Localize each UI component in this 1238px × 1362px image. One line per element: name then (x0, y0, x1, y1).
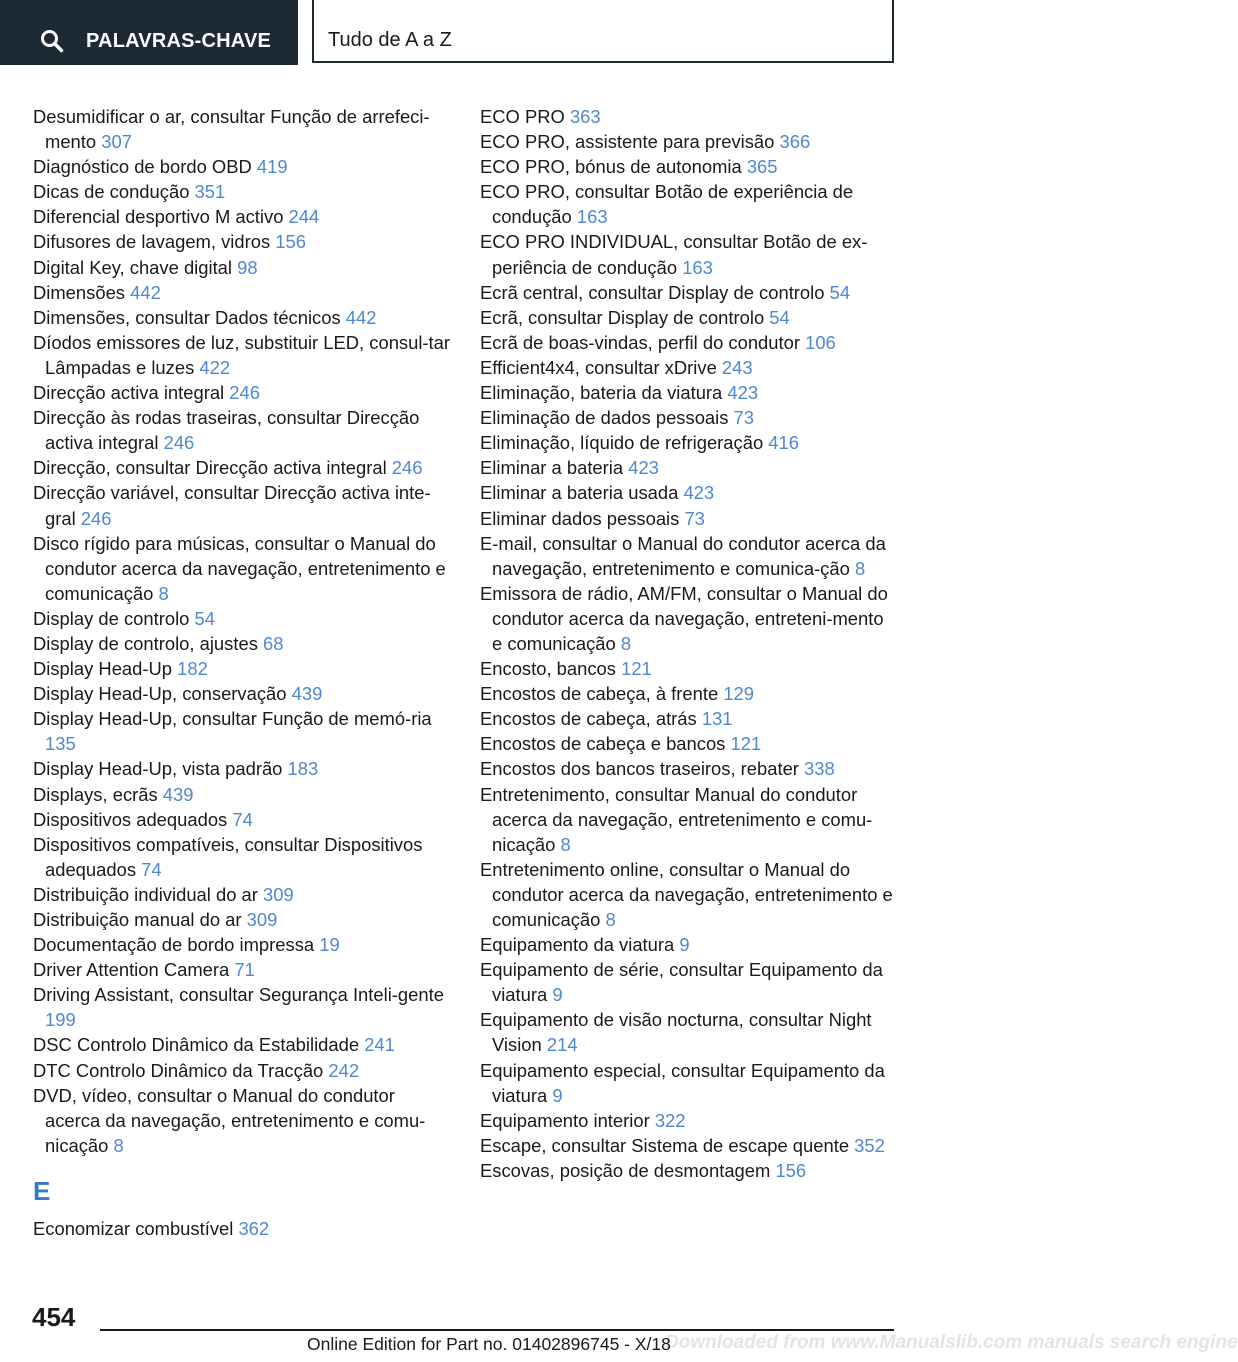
page-reference-link[interactable]: 9 (552, 984, 563, 1006)
keyword-search-tab[interactable] (0, 0, 298, 65)
index-entry (33, 656, 453, 681)
index-entry (33, 706, 453, 756)
page-reference-link[interactable]: 242 (328, 1059, 360, 1081)
index-entry (480, 957, 898, 1007)
keyword-tab-label: PALAVRAS-CHAVE (86, 30, 272, 52)
page-reference-link[interactable]: 241 (364, 1034, 395, 1056)
page-reference-link[interactable]: 163 (682, 256, 713, 278)
page-reference-link[interactable]: 98 (237, 256, 258, 278)
index-entry-text: Direcção às rodas traseiras, consultar Direcção activa integral (33, 407, 420, 454)
index-entry (480, 706, 898, 731)
page-reference-link[interactable]: 439 (162, 783, 194, 805)
index-entry (480, 229, 898, 279)
index-entry-text: Ecrã, consultar Display de controlo (480, 306, 770, 328)
index-entry-text: Eliminação, líquido de refrigeração (480, 432, 769, 454)
index-entry-text: Eliminação de dados pessoais (480, 407, 734, 429)
index-entry-text: Display Head-Up, vista padrão (33, 758, 288, 780)
index-entry-text: Direcção, consultar Direcção activa integral (33, 457, 392, 479)
page-reference-link[interactable]: 8 (605, 909, 616, 930)
index-entry (33, 179, 453, 204)
index-entry (480, 857, 898, 932)
index-entry-text: Driving Assistant, consultar Segurança Inteli-gente (33, 984, 444, 1006)
index-entry (33, 606, 453, 631)
index-entry-text: Display de controlo (33, 607, 195, 629)
page-reference-link[interactable]: 309 (246, 909, 278, 930)
index-entry-text: Entretenimento online, consultar o Manual do condutor acerca da navegação, entretenimento e comunicação (480, 858, 893, 930)
index-entry-text: Ecrã central, consultar Display de controlo (480, 281, 830, 303)
index-entry-text: Eliminar a bateria usada (480, 482, 684, 504)
index-entry (480, 104, 898, 129)
index-entry-text: Eliminar dados pessoais (480, 507, 685, 529)
index-entry (33, 957, 453, 982)
page-reference-link[interactable]: 8 (854, 557, 866, 579)
page-reference-link[interactable]: 244 (288, 206, 320, 228)
index-entry (480, 280, 898, 305)
page-reference-link[interactable]: 54 (829, 281, 851, 303)
page-reference-link[interactable]: 73 (733, 407, 755, 429)
index-entry-text: Escape, consultar Sistema de escape quente (480, 1134, 855, 1156)
page-reference-link[interactable]: 422 (199, 356, 231, 378)
page-reference-link[interactable]: 156 (275, 231, 306, 253)
page-reference-link[interactable]: 131 (701, 708, 733, 730)
index-entry-text: Display de controlo, ajustes (33, 632, 263, 654)
index-entry (33, 480, 453, 530)
page-reference-link[interactable]: 307 (101, 131, 132, 153)
index-entry (33, 907, 453, 932)
page-reference-link[interactable]: 243 (721, 356, 753, 378)
page-reference-link[interactable]: 214 (546, 1034, 578, 1056)
index-entry-text: Display Head-Up, consultar Função de memó-ria (33, 708, 432, 730)
page-reference-link[interactable]: 442 (345, 306, 377, 328)
page-reference-link[interactable]: 246 (80, 507, 112, 529)
section-letter: E (33, 1175, 51, 1206)
index-entry-text: Efficient4x4, consultar xDrive (480, 356, 722, 378)
page-reference-link[interactable]: 182 (177, 658, 208, 680)
index-entry (480, 305, 898, 330)
page-reference-link[interactable]: 8 (620, 632, 632, 654)
index-entry-text: Ecrã de boas-vindas, perfil do condutor (480, 331, 806, 353)
index-entry-text: ECO PRO (480, 106, 570, 127)
index-entry-text: Encostos de cabeça, atrás (480, 708, 702, 730)
page-reference-link[interactable]: 423 (628, 457, 659, 479)
index-entry (33, 455, 453, 480)
index-entry-text: Equipamento da viatura (480, 934, 680, 956)
page-reference-link[interactable]: 183 (287, 758, 319, 780)
page-reference-link[interactable]: 246 (163, 432, 195, 454)
index-entry (33, 631, 453, 656)
page-reference-link[interactable]: 423 (683, 482, 715, 504)
index-entry-text: Direcção activa integral (33, 382, 230, 404)
page-reference-link[interactable]: 135 (45, 733, 76, 755)
page-reference-link[interactable]: 246 (391, 457, 423, 479)
page-reference-link[interactable]: 121 (621, 658, 652, 680)
index-entry (33, 1083, 453, 1158)
page-reference-link[interactable]: 106 (805, 331, 836, 353)
index-entry-text: Dimensões, consultar Dados técnicos (33, 306, 346, 328)
index-entry (480, 355, 898, 380)
index-entry-text: ECO PRO, consultar Botão de experiência de condução (480, 181, 854, 228)
index-entry-text: Direcção variável, consultar Direcção activa inte-gral (33, 482, 431, 529)
index-entry-text: Dimensões (33, 281, 131, 303)
index-entry (480, 731, 898, 756)
index-entry-text: Dispositivos compatíveis, consultar Dispositivos adequados (33, 833, 423, 880)
index-entry (33, 280, 453, 305)
page-reference-link[interactable]: 163 (576, 206, 608, 228)
index-entry-text: Encostos dos bancos traseiros, rebater (480, 758, 805, 780)
page-reference-link[interactable]: 9 (552, 1084, 563, 1106)
index-entry-text: Eliminar a bateria (480, 457, 629, 479)
page-reference-link[interactable]: 442 (130, 281, 161, 303)
index-entry (480, 1133, 898, 1158)
page-reference-link[interactable]: 156 (775, 1159, 807, 1181)
page-reference-link[interactable]: 362 (238, 1217, 270, 1239)
index-entry-text: Encosto, bancos (480, 658, 622, 680)
index-entry (33, 882, 453, 907)
index-entry (480, 1108, 898, 1133)
index-entry-text: Entretenimento, consultar Manual do condutor acerca da navegação, entretenimento e comu-nicação (480, 783, 873, 855)
page-reference-link[interactable]: 54 (194, 607, 215, 629)
index-entry-text: Display Head-Up, conservação (33, 683, 292, 705)
index-entry (33, 255, 453, 280)
index-entry (33, 832, 453, 882)
index-entry-text: Desumidificar o ar, consultar Função de arrefeci-mento (33, 106, 430, 153)
index-entry-text: Equipamento de série, consultar Equipamento da viatura (480, 959, 883, 1006)
index-entry (480, 756, 898, 781)
index-entry-text: DVD, vídeo, consultar o Manual do condutor acerca da navegação, entretenimento e comu-nicação (33, 1084, 426, 1156)
index-entry (480, 179, 898, 229)
index-entry-text: Equipamento interior (480, 1109, 655, 1131)
index-entry (33, 782, 453, 807)
index-entry-text: ECO PRO, assistente para previsão (480, 131, 780, 153)
page-reference-link[interactable]: 68 (263, 632, 284, 654)
page-reference-link[interactable]: 419 (256, 156, 288, 178)
index-entry-text: Documentação de bordo impressa (33, 934, 320, 956)
index-entry-text: Emissora de rádio, AM/FM, consultar o Manual do condutor acerca da navegação, entreteni-mento e comunicação (480, 582, 888, 654)
index-entry-text: Equipamento de visão nocturna, consultar Night Vision (480, 1009, 872, 1056)
index-entry-text: Economizar combustível (33, 1217, 239, 1239)
index-entry (480, 1158, 898, 1183)
page-reference-link[interactable]: 338 (804, 758, 835, 780)
page-reference-link[interactable]: 73 (684, 507, 705, 529)
page-reference-link[interactable]: 54 (769, 306, 790, 328)
index-entry-text: Dicas de condução (33, 181, 195, 203)
index-entry (33, 681, 453, 706)
index-entry (33, 104, 453, 154)
page-reference-link[interactable]: 423 (727, 382, 759, 404)
index-entry-text: Difusores de lavagem, vidros (33, 231, 276, 253)
page-number: 454 (32, 1302, 76, 1332)
index-entry (33, 380, 453, 405)
index-entry-text: Equipamento especial, consultar Equipamento da viatura (480, 1059, 885, 1106)
index-column-left (33, 104, 453, 1241)
index-entry (33, 229, 453, 254)
index-entry (480, 480, 898, 505)
page-reference-link[interactable]: 74 (141, 858, 162, 880)
index-entry (480, 129, 898, 154)
index-entry (480, 405, 898, 430)
search-icon (40, 29, 64, 53)
page-reference-link[interactable]: 8 (158, 582, 169, 604)
page-reference-link[interactable]: 365 (746, 156, 778, 178)
index-entry (33, 932, 453, 957)
index-entry (480, 932, 898, 957)
section-header-label: Tudo de A a Z (328, 29, 452, 51)
watermark-text: Downloaded from www.Manualslib.com manuals search engine (665, 1332, 1238, 1353)
index-entry-text: DSC Controlo Dinâmico da Estabilidade (33, 1034, 365, 1056)
page-reference-link[interactable]: 246 (229, 382, 260, 404)
index-entry (480, 330, 898, 355)
page-reference-link[interactable]: 309 (263, 883, 294, 905)
index-entry (33, 1058, 453, 1083)
index-entry-text: Displays, ecrãs (33, 783, 163, 805)
index-entry (33, 756, 453, 781)
page-reference-link[interactable]: 9 (679, 934, 690, 956)
index-entry-text: Dispositivos adequados (33, 808, 233, 830)
index-entry (480, 380, 898, 405)
index-entry (33, 330, 453, 380)
page-reference-link[interactable]: 121 (730, 733, 762, 755)
index-entry (480, 1007, 898, 1057)
index-entry (33, 305, 453, 330)
index-entry-text: Eliminação, bateria da viatura (480, 382, 728, 404)
index-entry (480, 581, 898, 656)
index-entry-text: Display Head-Up (33, 658, 178, 680)
index-entry (480, 531, 898, 581)
index-entry-text: Diagnóstico de bordo OBD (33, 156, 257, 178)
page-reference-link[interactable]: 129 (723, 683, 755, 705)
page-reference-link[interactable]: 8 (560, 833, 571, 855)
index-column-right (480, 104, 898, 1183)
index-entry-text: Distribuição manual do ar (33, 909, 247, 930)
index-entry (33, 531, 453, 606)
index-entry (480, 455, 898, 480)
index-entry (480, 154, 898, 179)
page-reference-link[interactable]: 71 (234, 959, 255, 981)
index-entry (480, 1058, 898, 1108)
edition-note: Online Edition for Part no. 01402896745 - X/18 (307, 1334, 671, 1354)
index-entry-text: Diferencial desportivo M activo (33, 206, 289, 228)
page-reference-link[interactable]: 363 (569, 106, 601, 127)
page-reference-link[interactable]: 416 (768, 432, 799, 454)
index-entry-text: Encostos de cabeça e bancos (480, 733, 731, 755)
page-reference-link[interactable]: 439 (291, 683, 323, 705)
index-entry (33, 204, 453, 229)
index-entry-text: Encostos de cabeça, à frente (480, 683, 724, 705)
index-entry (33, 807, 453, 832)
index-entry (33, 405, 453, 455)
index-entry (480, 782, 898, 857)
index-entry (33, 1032, 453, 1057)
page-reference-link[interactable]: 351 (194, 181, 226, 203)
index-entry-text: DTC Controlo Dinâmico da Tracção (33, 1059, 329, 1081)
page-reference-link[interactable]: 352 (854, 1134, 885, 1156)
page-reference-link[interactable]: 322 (654, 1109, 686, 1131)
footer-divider (100, 1329, 894, 1331)
index-entry-text: Díodos emissores de luz, substituir LED, consul-tar Lâmpadas e luzes (33, 331, 451, 378)
index-entry-text: E-mail, consultar o Manual do condutor acerca da navegação, entretenimento e comunica-ção (480, 532, 886, 579)
index-entry-text: Driver Attention Camera (33, 959, 235, 981)
index-entry (33, 154, 453, 179)
watermark (665, 1332, 1238, 1354)
page-reference-link[interactable]: 19 (319, 934, 340, 956)
index-entry (480, 681, 898, 706)
index-entry-text: Disco rígido para músicas, consultar o Manual do condutor acerca da navegação, entretenimento e comunicação (33, 532, 446, 604)
index-entry (480, 656, 898, 681)
page-reference-link[interactable]: 74 (232, 808, 253, 830)
index-entry-text: Distribuição individual do ar (33, 883, 263, 905)
page-reference-link[interactable]: 366 (779, 131, 811, 153)
page-reference-link[interactable]: 8 (113, 1134, 124, 1156)
page-reference-link[interactable]: 199 (45, 1009, 76, 1031)
index-entry-text: ECO PRO INDIVIDUAL, consultar Botão de ex-periência de condução (480, 231, 868, 278)
index-entry-text: ECO PRO, bónus de autonomia (480, 156, 747, 178)
section-header[interactable] (312, 0, 894, 63)
index-entry-text: Digital Key, chave digital (33, 256, 238, 278)
index-entry-text: Escovas, posição de desmontagem (480, 1159, 776, 1181)
index-entry (480, 506, 898, 531)
index-entry (33, 982, 453, 1032)
index-entry (33, 1216, 453, 1241)
index-entry (480, 430, 898, 455)
